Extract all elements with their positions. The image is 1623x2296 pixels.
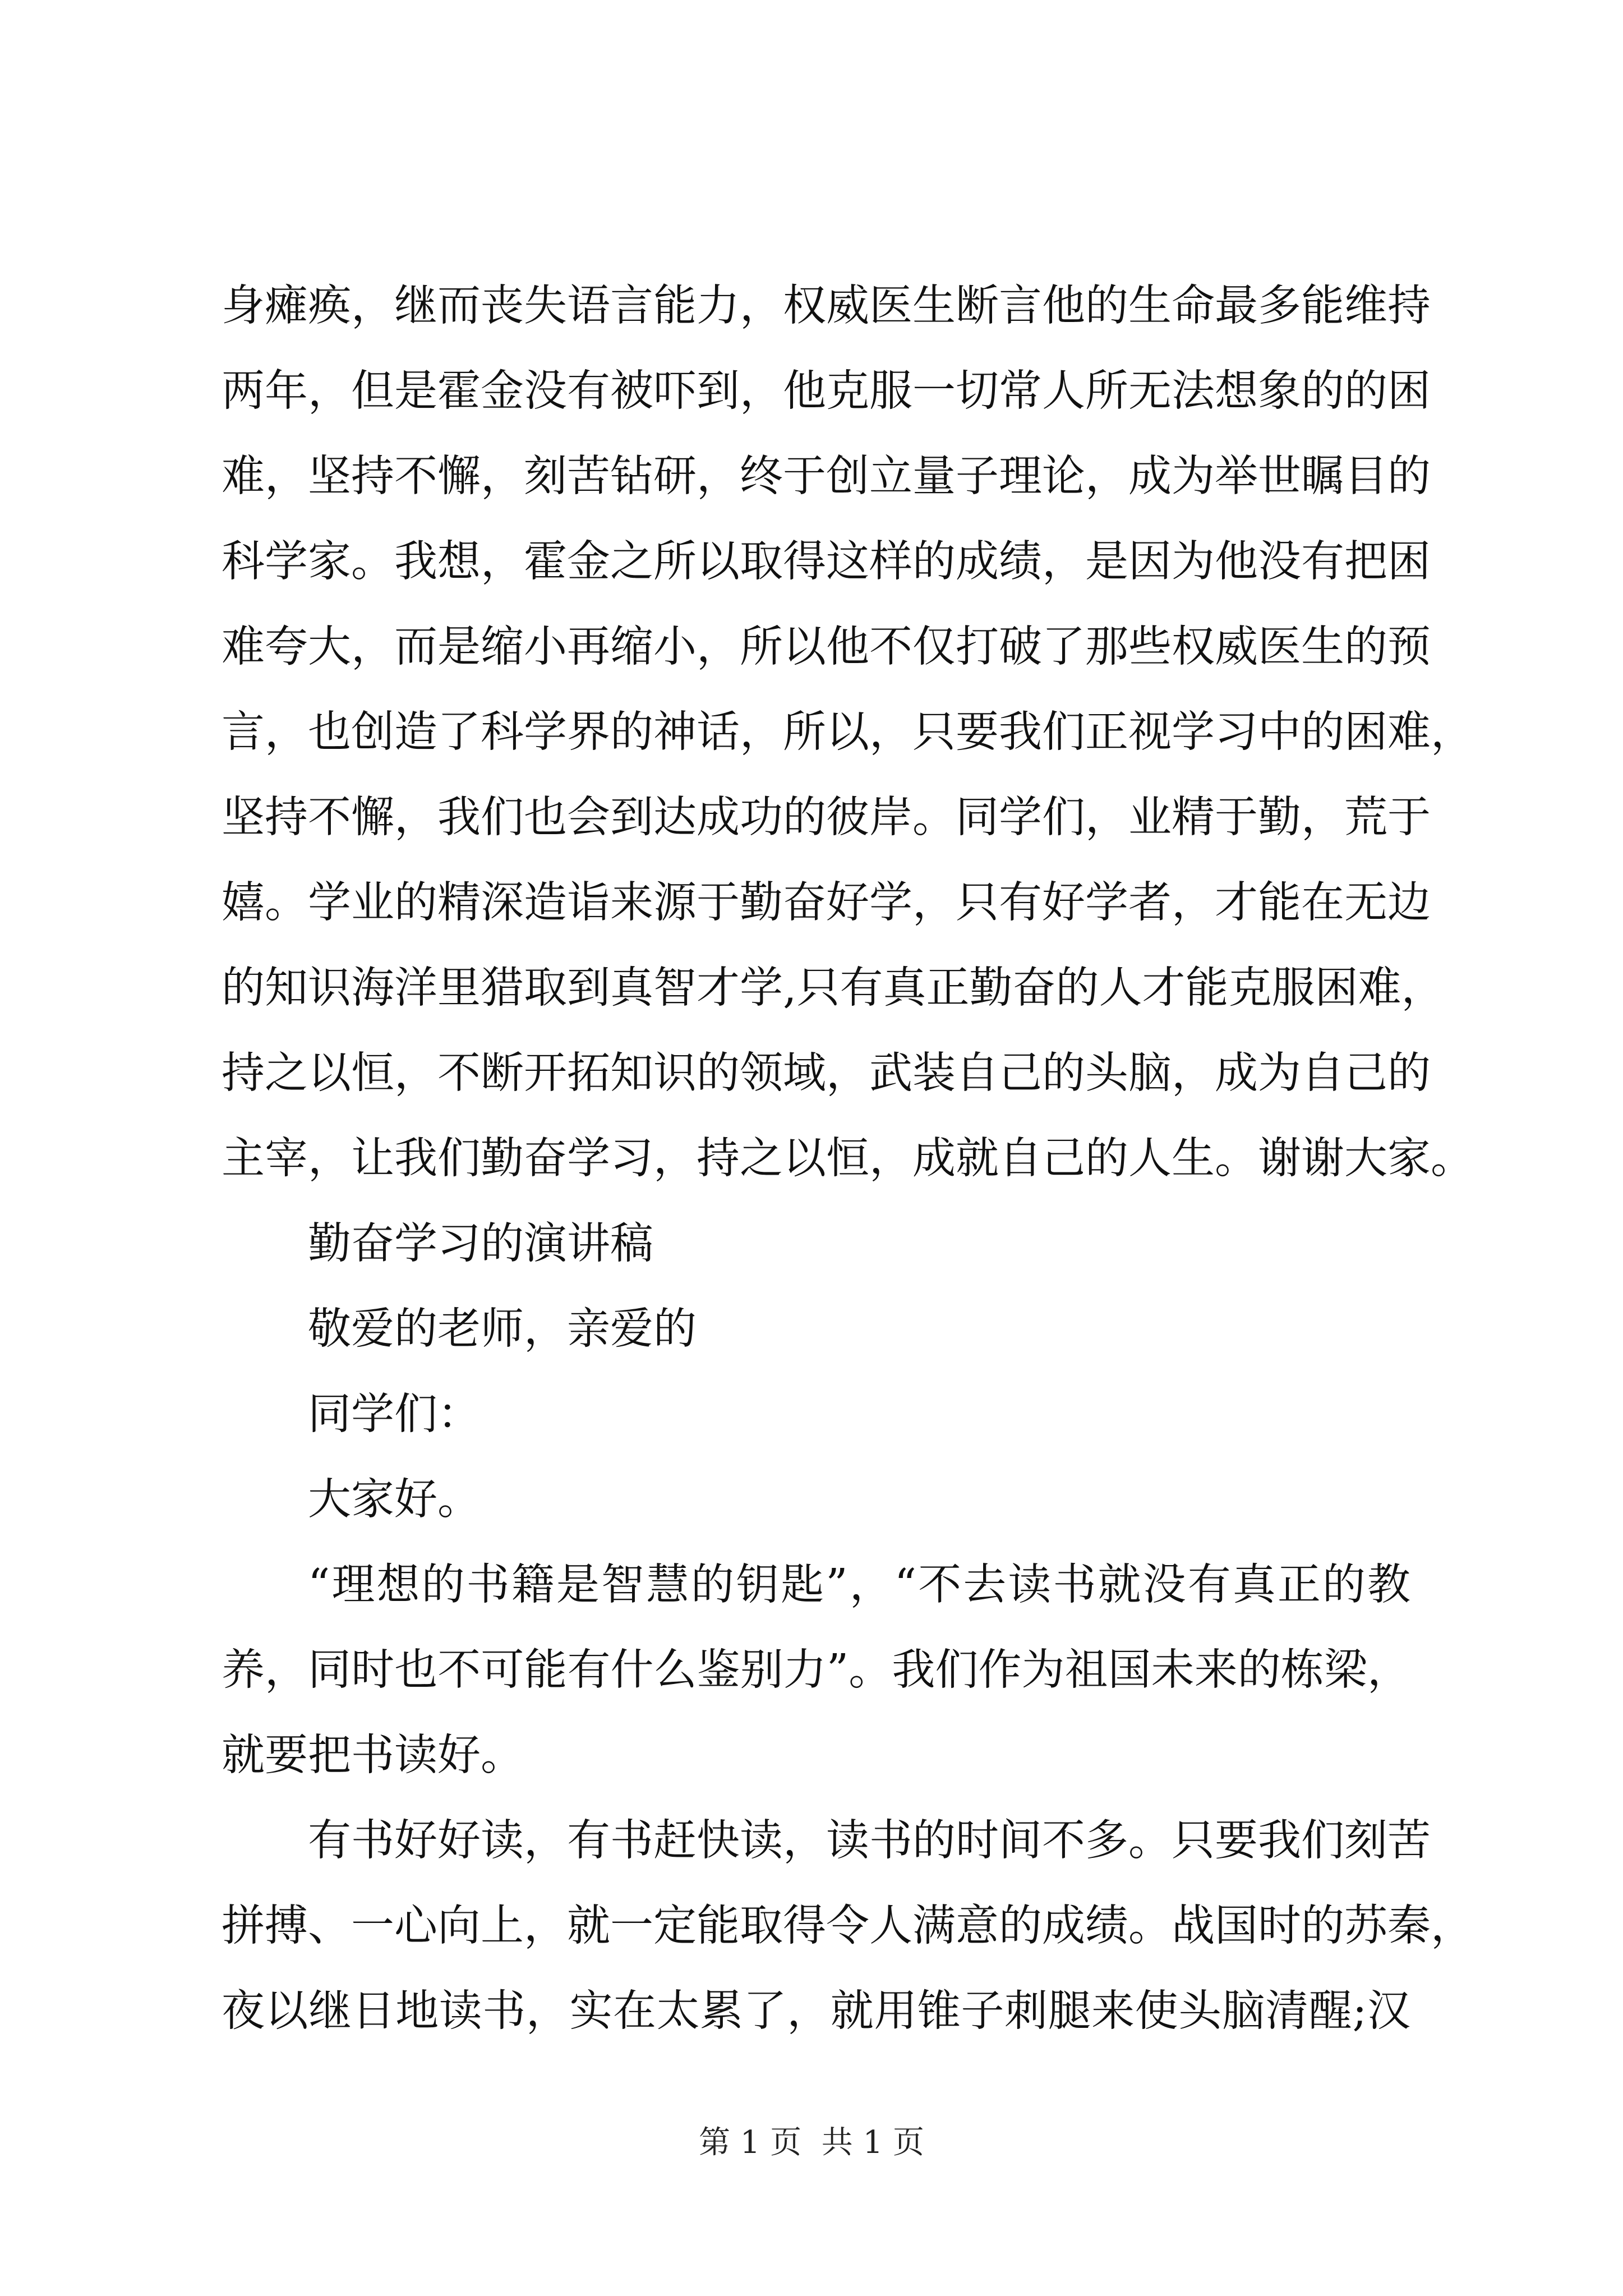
text-line: 科学家。我想，霍金之所以取得这样的成绩，是因为他没有把困 <box>222 537 1431 587</box>
salutation-line: 敬爱的老师，亲爱的 <box>308 1304 697 1354</box>
text-line: 嬉。学业的精深造诣来源于勤奋好学，只有好学者，才能在无边 <box>222 878 1431 928</box>
salutation-line: 同学们： <box>308 1389 481 1439</box>
text-line: 养，同时也不可能有什么鉴别力”。我们作为祖国未来的栋梁， <box>222 1645 1410 1695</box>
greeting-line: 大家好。 <box>308 1475 481 1525</box>
text-line: 的知识海洋里猎取到真智才学,只有真正勤奋的人才能克服困难， <box>222 963 1445 1013</box>
text-line: 言，也创造了科学界的神话，所以，只要我们正视学习中的困难， <box>222 707 1474 757</box>
text-line: 坚持不懈，我们也会到达成功的彼岸。同学们，业精于勤，荒于 <box>222 793 1431 843</box>
page-footer <box>0 2123 1623 2162</box>
page-number-label: 第 1 页 共 1 页 <box>698 2124 925 2161</box>
text-line: 有书好好读，有书赶快读，读书的时间不多。只要我们刻苦 <box>308 1816 1431 1866</box>
section-title: 勤奋学习的演讲稿 <box>308 1219 653 1269</box>
text-line: 夜以继日地读书，实在太累了，就用锥子刺腿来使头脑清醒;汉 <box>222 1986 1410 2036</box>
text-line: 持之以恒，不断开拓知识的领域，武装自己的头脑，成为自己的 <box>222 1048 1431 1098</box>
text-line: 难夸大，而是缩小再缩小，所以他不仅打破了那些权威医生的预 <box>222 622 1431 672</box>
document-body <box>222 264 1474 2054</box>
text-line: 就要把书读好。 <box>222 1731 524 1780</box>
text-line: “理想的书籍是智慧的钥匙”，“不去读书就没有真正的教 <box>308 1560 1410 1610</box>
text-line: 拼搏、一心向上，就一定能取得令人满意的成绩。战国时的苏秦， <box>222 1901 1474 1951</box>
text-line: 两年，但是霍金没有被吓到，他克服一切常人所无法想象的的困 <box>222 366 1431 416</box>
text-line: 主宰，让我们勤奋学习，持之以恒，成就自己的人生。谢谢大家。 <box>222 1134 1474 1184</box>
text-line: 难，坚持不懈，刻苦钻研，终于创立量子理论，成为举世瞩目的 <box>222 452 1431 501</box>
text-line: 身瘫痪，继而丧失语言能力，权威医生断言他的生命最多能维持 <box>222 281 1431 331</box>
